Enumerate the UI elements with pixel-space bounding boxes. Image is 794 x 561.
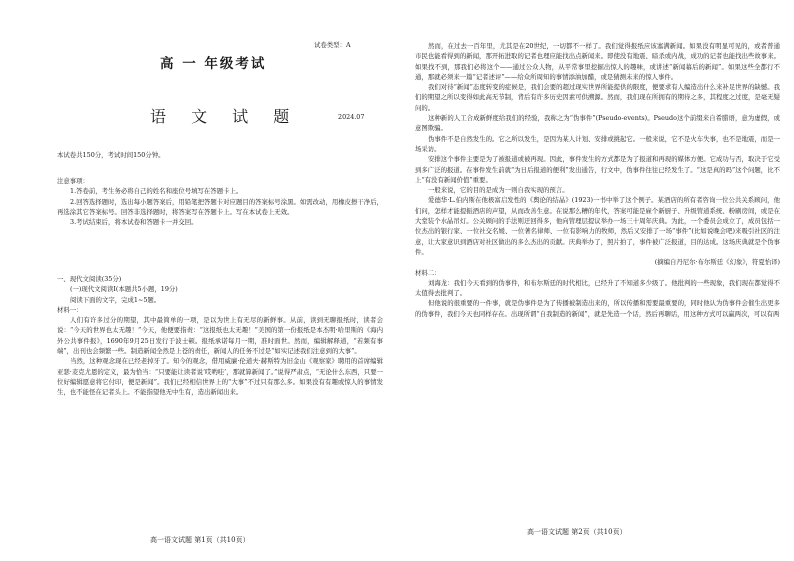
- body-paragraph: 我们对待“新闻”态度转变的症候是，我们会要的超过现实世界所能提供的限度，便要求有人编造出什么来补足世界的缺憾。我们的期望之所以变得如此高无节制，背后有许多历史因素可供溯源。然而，我们现在所拥有的期待之多，其程度之过度，是毫无疑问的。: [415, 83, 780, 112]
- section-heading: 一、现代文阅读(35分): [57, 275, 122, 283]
- body-paragraph: 刘海龙：我们今天看到的伪事件，和布尔斯廷的时代相比，已经升了不知道多少级了。他批判的一些现象，我们现在都觉得不太值得去批判了。: [415, 278, 780, 298]
- body-paragraph: 爱德华·L.伯内斯在他极富启发性的《舆论的结晶》(1923)一书中举了这个例子。某酒店的所有者咨询一位公共关系顾问，他们问，怎样才能提振酒店的声望，从而改善生意。在说那么糟的年代，答案可能是雇个新厨子、升级管道系统、粉刷房间，或是在大堂装个水晶吊灯。公关顾问的手法则迂回得多，他向管理层提议举办一场三十周年庆典。为此，一个委员会成立了，成员包括一位杰出的银行家、一位社交名媛、一位著名律师、一位有影响力的牧师，然后又安排了一场“事件”(比如说晚会吧)来吸引社区的注意，让大家意识到酒店对社区做出的多么杰出的贡献。庆典举办了，照片拍了，事件被广泛报道，目的达成。这场庆典就是个伪事件。: [415, 196, 780, 256]
- subject-title: 语 文 试 题: [150, 107, 300, 126]
- paper-type: 试卷类型：A: [314, 41, 351, 49]
- material-label: 材料二：: [415, 268, 441, 277]
- material-one-continued: [415, 41, 780, 319]
- body-paragraph: 然而，在过去一百年里，尤其是在20世纪，一切都不一样了。我们觉得报纸应该塞满新闻。如果没有明显可见的，或者普通市民也能看得到的新闻，那开拓进取的记者也理应能找出点新闻来。即使没有地震、暗杀或内战，成功的记者也能找出些故事来。如果找不到，那我们必将这个——通过公众人物，从平常事里挖掘出惊人的趣味，或讲述“新闻幕后的新闻”。如果这些全都行不通，那就必须来一篇“记者述评”——给众所周知的事情添油加醋，或是猜测未来的惊人事件。: [415, 42, 780, 81]
- intro-text: 本试卷共150分，考试时间150分钟。: [57, 151, 165, 159]
- page-footer: 高一语文试题 第2页（共10页）: [527, 528, 627, 536]
- body-paragraph: 这种新的人工合成新鲜度给我们的经验，我称之为“伪事件”(Pseudo-events)。Pseudo这个前缀来自希腊语，意为虚假，或意图欺骗。: [415, 114, 780, 133]
- body-paragraph: 一般来说，它的目的是成为一则自我实现的预言。: [428, 186, 569, 195]
- subsection-heading: (一)现代文阅读Ⅰ(本题共5小题，19分): [70, 285, 178, 294]
- page-right: [397, 0, 794, 561]
- body-paragraph: 当然，这种观念现在已经老掉牙了。知今的观念，借用威廉·伦道夫·赫斯特为旧金山《观察家》聘用的首席编辑亚瑟·麦克尤恩的定义，最为恰当：“只要能让读者说‘哎哟哇’，那就算新闻了。”说得严肃点，“无论什么东西，只要一位好编辑愿意将它付印，便是新闻”。我们已经相信世界上的“大事”不过只有那么多。如果没有有趣或惊人的事情发生，也不能怪在记者头上。不能指望他无中生有，造出新闻出来。: [57, 357, 383, 397]
- source-citation: (摘编自丹尼尔·布尔斯廷《幻象》，符夏怡译): [654, 258, 780, 267]
- body-paragraph: 伪事件不是自然发生的。它之所以发生，是因为某人计划、安排或挑起它。一般来说，它不是火车失事，也不是地震，而是一场采访。: [415, 134, 780, 153]
- body-paragraph: 安排这个事件主要是为了被报道或被再现。因此，事件发生的方式都是为了报道和再现的媒体方便。它成功与否，取决于它受到多广泛的报道。在事件发生前就“为日后报道的便利”发出通告，行文中，伪事件往往已经发生了。“这是真的吗”这个问题，比不上“有没有新闻价值”重要。: [415, 155, 780, 184]
- reading-section: [57, 274, 383, 398]
- notes-block: [57, 176, 383, 227]
- page-footer: 高一语文试题 第1页（共10页）: [150, 536, 250, 544]
- note-item: 1.答卷前，考生务必将自己的姓名和座位号填写在答题卡上。: [70, 187, 243, 196]
- material-label: 材料一：: [57, 305, 83, 314]
- instruction-text: 阅读下面的文字，完成1~5题。: [70, 295, 161, 304]
- exam-date: 2024.07: [338, 113, 365, 121]
- body-paragraph: 但他说的很重要的一件事，就是伪事件是为了传播被制造出来的，所以传播和需要最重要的，同时他认为伪事件会催生出更多的伪事件，我们今天也同样存在。出现所谓“自我制造的新闻”，就是先造一个话，然后再聊话，用这种方式可以赢两次，可以有两: [415, 299, 780, 318]
- notes-heading: 注意事项：: [57, 177, 89, 185]
- note-item: 2.回答选择题时，选出每小题答案后，用铅笔把答题卡对应题目的答案标号涂黑。如需改动，用橡皮擦干净后，再选涂其它答案标号。回答非选择题时，将答案写在答题卡上。写在本试卷上无效。: [57, 197, 383, 216]
- note-item: 3.考试结束后，将本试卷和答题卡一并交回。: [70, 218, 198, 227]
- exam-title: 高 一 年级考试: [160, 56, 267, 72]
- body-paragraph: 人们有许多过分的期望，其中最简单的一项，是以为世上有无尽的新鲜事。从前，读到无聊报纸时，读者会说：“今天的世界也太无趣！”今天，他便要指责：“这报纸也太无趣！”美国的第一份报纸是本杰明·哈里斯的《海内外公共事件报》，1690年9月25日发行于波士顿。报纸承诺每月一期，准时面世。然而，编辑解释道，“若频有事端”，出刊也会频繁一些。制造新闻全然是上苍的责任，新闻人的任务不过是“如实记述我们注意到的大事”。: [57, 316, 383, 356]
